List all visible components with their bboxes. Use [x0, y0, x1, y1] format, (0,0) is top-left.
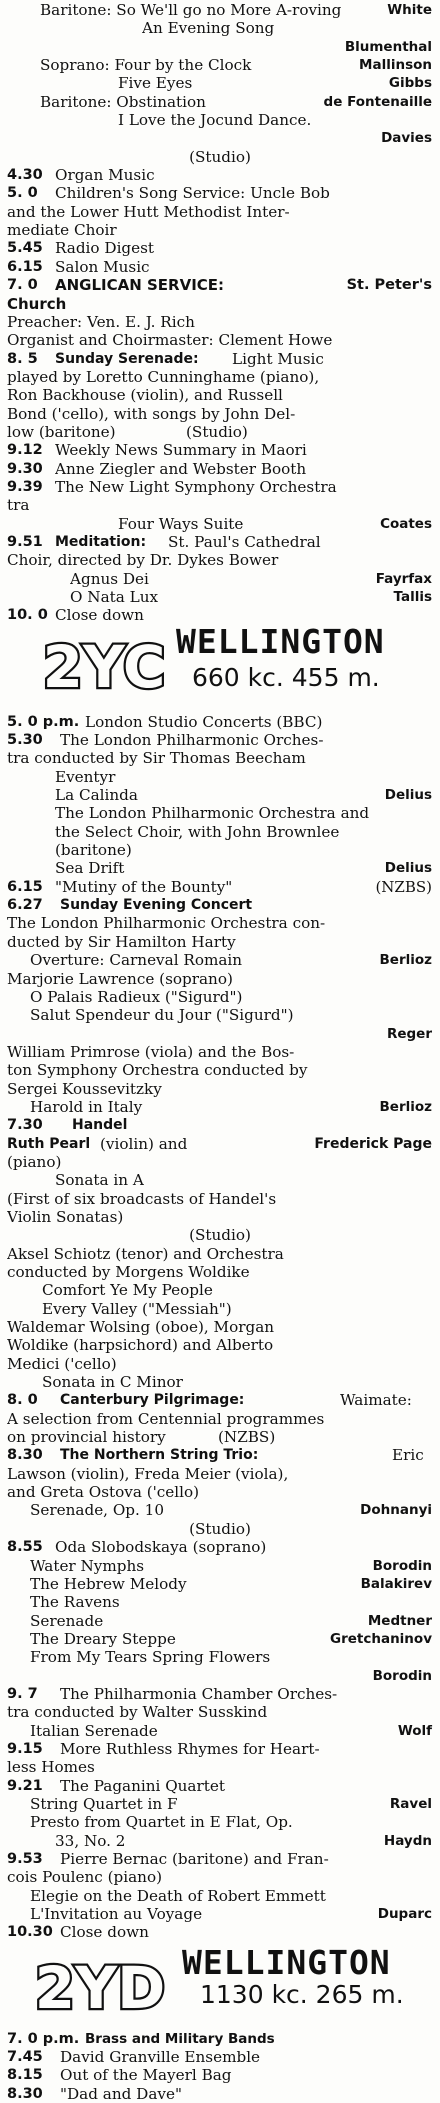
item-title: Sunday Evening Concert — [60, 897, 253, 914]
time: 10. 0 — [7, 607, 48, 624]
listing-line — [0, 496, 440, 514]
station-logo-2yd — [30, 1956, 170, 2018]
studio-note: (Studio) — [186, 422, 248, 441]
item-text: on provincial history — [7, 1428, 166, 1447]
time: 9. 7 — [7, 1685, 38, 1702]
station-name: WELLINGTON — [176, 621, 385, 661]
time: 8.55 — [7, 1539, 43, 1556]
listing-line — [0, 350, 440, 368]
item-title: Canterbury Pilgrimage: — [60, 1392, 245, 1409]
item-text: Woldike (harpsichord) and Alberto — [7, 1336, 274, 1355]
listing-line — [0, 731, 440, 749]
item-text: Preacher: Ven. E. J. Rich — [7, 312, 195, 331]
listing-line — [0, 1758, 440, 1776]
composer: Borodin — [372, 1557, 432, 1574]
listing-line — [0, 1813, 440, 1831]
item-text: the Select Choir, with John Brownlee — [55, 822, 340, 841]
composer: Reger — [386, 1025, 432, 1042]
listing-line — [0, 38, 440, 56]
time: 5. 0 p.m. — [7, 713, 80, 730]
item-text: low (baritone) — [7, 422, 116, 441]
listing-line — [0, 148, 440, 166]
listing-line — [0, 111, 440, 129]
item-text: Salut Spendeur du Jour ("Sigurd") — [30, 1006, 294, 1025]
svg-text:2YD: 2YD — [34, 1955, 166, 2018]
item-text: (violin) and — [100, 1134, 188, 1153]
composer: Davies — [381, 130, 432, 147]
listing-line — [0, 1887, 440, 1905]
network-note: (NZBS) — [218, 1428, 276, 1447]
item-title-cont: Church — [7, 294, 67, 313]
performer: Ruth Pearl — [7, 1135, 91, 1152]
item-text: Eventyr — [55, 767, 116, 786]
listing-line — [0, 129, 440, 147]
composer: Haydn — [383, 1832, 432, 1849]
listing-line — [0, 1538, 440, 1556]
listing-line — [0, 551, 440, 569]
item-text: Close down — [60, 1923, 149, 1942]
item-text: 33, No. 2 — [55, 1831, 126, 1850]
station-banner-2yd — [0, 1942, 440, 2022]
listing-line — [0, 1795, 440, 1813]
item-title: Meditation: — [55, 533, 147, 550]
listing-line — [0, 823, 440, 841]
listing-line — [0, 1777, 440, 1795]
item-text: The Dreary Steppe — [30, 1629, 176, 1648]
item-text: The Paganini Quartet — [60, 1776, 225, 1795]
composer: de Fontenaille — [323, 93, 432, 110]
item-text: Eric — [392, 1446, 424, 1465]
listing-line — [0, 295, 440, 313]
composer: White — [387, 2, 432, 18]
item-text: I Love the Jocund Dance. — [118, 111, 312, 130]
listing-line — [0, 1868, 440, 1886]
item-text: Organist and Choirmaster: Clement Howe — [7, 331, 333, 350]
item-text: Serenade — [30, 1611, 104, 1630]
time: 5.30 — [7, 732, 43, 749]
item-text: Harold in Italy — [30, 1097, 143, 1116]
time: 9.53 — [7, 1851, 43, 1867]
item-text: Children's Song Service: Uncle Bob — [55, 184, 330, 203]
item-text: More Ruthless Rhymes for Heart- — [60, 1739, 320, 1758]
composer: Coates — [380, 515, 432, 532]
composer: Tallis — [393, 589, 432, 605]
item-text: Anne Ziegler and Webster Booth — [55, 459, 307, 478]
listing-line — [0, 1905, 440, 1923]
listing-line — [0, 588, 440, 606]
time: 8.30 — [7, 2085, 43, 2102]
listing-line — [0, 859, 440, 877]
item-title: The Northern String Trio: — [60, 1447, 259, 1464]
listing-line — [0, 276, 440, 294]
listing-line — [0, 1208, 440, 1226]
listing-line — [0, 1703, 440, 1721]
listing-line — [0, 988, 440, 1006]
listing-line — [0, 933, 440, 951]
composer: Delius — [384, 860, 432, 877]
listing-line — [0, 1080, 440, 1098]
listing-line — [0, 1832, 440, 1850]
item-title-cont: St. Peter's — [346, 277, 432, 294]
item-text: Baritone: Obstination — [40, 92, 206, 111]
listing-line — [0, 258, 440, 276]
listing-line — [0, 56, 440, 74]
time: 9.15 — [7, 1740, 43, 1757]
time: 4.30 — [7, 167, 43, 184]
station-frequency: 660 kc. 455 m. — [192, 662, 380, 692]
studio-note: (Studio) — [189, 1519, 251, 1538]
listing-line — [0, 1722, 440, 1740]
listing-line — [0, 570, 440, 588]
listing-line — [0, 19, 440, 37]
item-text: Sea Drift — [55, 859, 125, 878]
composer: Ravel — [389, 1795, 432, 1812]
item-text: ton Symphony Orchestra conducted by — [7, 1061, 308, 1080]
item-text: Italian Serenade — [30, 1721, 158, 1740]
time: 9.51 — [7, 533, 43, 550]
svg-text:2YC: 2YC — [42, 634, 166, 697]
listing-line — [0, 1648, 440, 1666]
listing-line — [0, 221, 440, 239]
listing-line — [0, 1612, 440, 1630]
item-text: Out of the Mayerl Bag — [60, 2066, 232, 2085]
listing-line — [0, 841, 440, 859]
item-text: Marjorie Lawrence (soprano) — [7, 969, 233, 988]
listing-line — [0, 74, 440, 92]
listing-line — [0, 1098, 440, 1116]
performer: Frederick Page — [314, 1135, 432, 1152]
time: 5. 0 — [7, 185, 38, 202]
item-text: The Ravens — [30, 1593, 120, 1612]
item-text: Elegie on the Death of Robert Emmett — [30, 1886, 326, 1905]
item-text: Oda Slobodskaya (soprano) — [55, 1538, 267, 1557]
time: 9.21 — [7, 1777, 43, 1794]
listing-line — [0, 1575, 440, 1593]
time: 9.30 — [7, 460, 43, 477]
time: 6.15 — [7, 258, 43, 275]
item-title: Sunday Serenade: — [55, 350, 199, 367]
item-text: The Philharmonia Chamber Orches- — [60, 1684, 338, 1703]
item-text: (First of six broadcasts of Handel's — [7, 1189, 277, 1208]
item-text: Serenade, Op. 10 — [30, 1501, 164, 1520]
item-text: Salon Music — [55, 257, 150, 276]
item-text: Choir, directed by Dr. Dykes Bower — [7, 551, 279, 570]
item-text: William Primrose (viola) and the Bos- — [7, 1042, 295, 1061]
item-text: Water Nymphs — [30, 1556, 145, 1575]
station-logo-2yc — [42, 635, 167, 697]
item-text: Medici ('cello) — [7, 1354, 117, 1373]
listing-line — [0, 1025, 440, 1043]
listing-line — [0, 1116, 440, 1134]
item-title: Brass and Military Bands — [85, 2030, 275, 2047]
item-text: Baritone: So We'll go no More A-roving — [40, 1, 342, 19]
listing-line — [0, 2085, 440, 2103]
item-text: Pierre Bernac (baritone) and Fran- — [60, 1850, 329, 1868]
item-text: tra conducted by Sir Thomas Beecham — [7, 749, 306, 768]
time: 5.45 — [7, 240, 43, 257]
item-text: The London Philharmonic Orchestra con- — [7, 914, 326, 933]
item-text: Violin Sonatas) — [7, 1207, 124, 1226]
listing-line — [0, 786, 440, 804]
listing-line — [0, 951, 440, 969]
listing-line — [0, 1685, 440, 1703]
listing-line — [0, 1153, 440, 1171]
item-text: Light Music — [232, 349, 324, 368]
item-text: (piano) — [7, 1152, 62, 1171]
item-text: ducted by Sir Hamilton Harty — [7, 932, 236, 951]
listing-line — [0, 1263, 440, 1281]
item-text: Overture: Carneval Romain — [30, 951, 243, 970]
listing-line — [0, 1190, 440, 1208]
item-text: cois Poulenc (piano) — [7, 1868, 163, 1887]
item-text: Sonata in C Minor — [42, 1373, 183, 1392]
item-text: conducted by Morgens Woldike — [7, 1263, 250, 1281]
item-text: played by Loretto Cunninghame (piano), — [7, 367, 320, 386]
item-text: Organ Music — [55, 166, 155, 185]
composer: Dohnanyi — [360, 1502, 432, 1519]
composer: Medtner — [367, 1612, 432, 1629]
listing-line — [0, 1006, 440, 1024]
item-text: Four Ways Suite — [118, 514, 244, 533]
item-text: An Evening Song — [142, 19, 275, 38]
listing-line — [0, 1850, 440, 1868]
time: 7. 0 — [7, 277, 38, 294]
composer: Berlioz — [379, 952, 432, 969]
item-text: Every Valley ("Messiah") — [42, 1299, 232, 1318]
listing-line — [0, 1226, 440, 1244]
item-text: Lawson (violin), Freda Meier (viola), — [7, 1464, 289, 1483]
listing-line — [0, 1667, 440, 1685]
time: 7. 0 p.m. — [7, 2030, 80, 2047]
listing-line — [0, 460, 440, 478]
item-text: From My Tears Spring Flowers — [30, 1648, 271, 1667]
time: 8. 0 — [7, 1392, 38, 1409]
listing-line — [0, 1061, 440, 1079]
item-text: Five Eyes — [118, 74, 193, 93]
item-text: mediate Choir — [7, 221, 117, 240]
item-text: tra — [7, 496, 30, 515]
network-note: (NZBS) — [375, 877, 432, 896]
listing-line — [0, 2066, 440, 2084]
item-text: Aksel Schiotz (tenor) and Orchestra — [7, 1244, 284, 1263]
listing-line — [0, 1465, 440, 1483]
listing-line — [0, 713, 440, 731]
composer: Blumenthal — [344, 38, 432, 55]
time: 10.30 — [7, 1924, 53, 1941]
time: 8.15 — [7, 2067, 43, 2084]
composer: Fayrfax — [375, 570, 432, 587]
listing-line — [0, 804, 440, 822]
item-text: Waimate: — [340, 1391, 412, 1410]
time: 8.30 — [7, 1447, 43, 1464]
item-text: less Homes — [7, 1758, 95, 1777]
listing-line — [0, 970, 440, 988]
listing-line — [0, 1446, 440, 1464]
listing-line — [0, 914, 440, 932]
time: 6.15 — [7, 878, 43, 895]
item-text: Waldemar Wolsing (oboe), Morgan — [7, 1318, 275, 1337]
listing-line — [0, 1135, 440, 1153]
listing-line — [0, 1483, 440, 1501]
item-text: Sergei Koussevitzky — [7, 1079, 162, 1098]
item-text: "Mutiny of the Bounty" — [55, 877, 233, 896]
listing-line — [0, 1501, 440, 1519]
listing-line — [0, 405, 440, 423]
studio-note: (Studio) — [189, 1226, 251, 1245]
time: 9.39 — [7, 478, 43, 495]
item-text: Soprano: Four by the Clock — [40, 56, 252, 75]
listing-line — [0, 1281, 440, 1299]
item-text: La Calinda — [55, 786, 138, 805]
listing-line — [0, 1171, 440, 1189]
item-text: The Hebrew Melody — [30, 1574, 187, 1593]
listing-line — [0, 1245, 440, 1263]
item-text: St. Paul's Cathedral — [168, 532, 321, 551]
item-text: Close down — [55, 606, 144, 625]
item-text: and the Lower Hutt Methodist Inter- — [7, 202, 290, 221]
listing-line — [0, 1, 440, 19]
listing-line — [0, 2030, 440, 2048]
listing-line — [0, 331, 440, 349]
item-text: Bond ('cello), with songs by John Del- — [7, 404, 296, 423]
listing-line — [0, 768, 440, 786]
listing-line — [0, 515, 440, 533]
composer: Gretchaninov — [330, 1630, 432, 1647]
listing-line — [0, 1318, 440, 1336]
item-text: Ron Backhouse (violin), and Russell — [7, 386, 283, 405]
item-title: ANGLICAN SERVICE: — [55, 276, 225, 295]
item-text: (baritone) — [55, 841, 132, 860]
listing-line — [0, 1428, 440, 1446]
item-text: The London Philharmonic Orches- — [60, 731, 324, 750]
listing-line — [0, 93, 440, 111]
composer: Balakirev — [360, 1575, 432, 1592]
listing-line — [0, 1740, 440, 1758]
listing-line — [0, 2048, 440, 2066]
composer: Delius — [384, 787, 432, 804]
composer: Berlioz — [379, 1098, 432, 1115]
composer: Gibbs — [388, 75, 432, 92]
listing-line — [0, 368, 440, 386]
listing-line — [0, 1557, 440, 1575]
listing-line — [0, 1373, 440, 1391]
time: 7.30 — [7, 1117, 43, 1134]
listing-line — [0, 203, 440, 221]
listing-line — [0, 1336, 440, 1354]
time: 7.45 — [7, 2049, 43, 2066]
time: 8. 5 — [7, 350, 38, 367]
listing-line — [0, 1520, 440, 1538]
item-text: London Studio Concerts (BBC) — [85, 712, 323, 731]
item-text: David Granville Ensemble — [60, 2048, 261, 2067]
listing-line — [0, 478, 440, 496]
listing-line — [0, 896, 440, 914]
item-text: L'Invitation au Voyage — [30, 1905, 203, 1924]
listing-line — [0, 1410, 440, 1428]
studio-note: (Studio) — [189, 147, 251, 166]
item-text: The New Light Symphony Orchestra — [55, 477, 337, 496]
item-title: Handel — [72, 1117, 128, 1134]
composer: Duparc — [377, 1906, 432, 1923]
listing-line — [0, 386, 440, 404]
listing-line — [0, 533, 440, 551]
composer: Mallinson — [359, 57, 432, 74]
item-text: Radio Digest — [55, 239, 155, 258]
station-name: WELLINGTON — [182, 1942, 391, 1982]
listing-line — [0, 313, 440, 331]
item-text: "Dad and Dave" — [60, 2084, 182, 2103]
listing-line — [0, 1391, 440, 1409]
item-text: Presto from Quartet in E Flat, Op. — [30, 1813, 293, 1832]
station-frequency: 1130 kc. 265 m. — [200, 1979, 404, 2009]
item-text: Comfort Ye My People — [42, 1281, 213, 1300]
listing-line — [0, 239, 440, 257]
listing-line — [0, 1043, 440, 1061]
listing-line — [0, 1630, 440, 1648]
item-text: tra conducted by Walter Susskind — [7, 1703, 268, 1722]
time: 6.27 — [7, 897, 43, 914]
listing-line — [0, 166, 440, 184]
composer: Borodin — [372, 1667, 432, 1684]
item-text: O Nata Lux — [70, 588, 159, 606]
item-text: String Quartet in F — [30, 1794, 178, 1813]
composer: Wolf — [397, 1722, 432, 1739]
listing-line — [0, 423, 440, 441]
item-text: The London Philharmonic Orchestra and — [55, 804, 370, 823]
listing-line — [0, 878, 440, 896]
listing-line — [0, 1355, 440, 1373]
item-text: Agnus Dei — [70, 569, 149, 588]
listing-line — [0, 1300, 440, 1318]
item-text: Sonata in A — [55, 1171, 144, 1190]
listing-line — [0, 441, 440, 459]
listing-line — [0, 1593, 440, 1611]
listing-line — [0, 184, 440, 202]
station-banner-2yc — [0, 621, 440, 705]
listing-line — [0, 1923, 440, 1941]
time: 9.12 — [7, 442, 43, 459]
item-text: Weekly News Summary in Maori — [55, 441, 307, 460]
item-text: O Palais Radieux ("Sigurd") — [30, 987, 243, 1006]
item-text: and Greta Ostova ('cello) — [7, 1483, 200, 1502]
item-text: A selection from Centennial programmes — [7, 1409, 325, 1428]
listing-line — [0, 749, 440, 767]
